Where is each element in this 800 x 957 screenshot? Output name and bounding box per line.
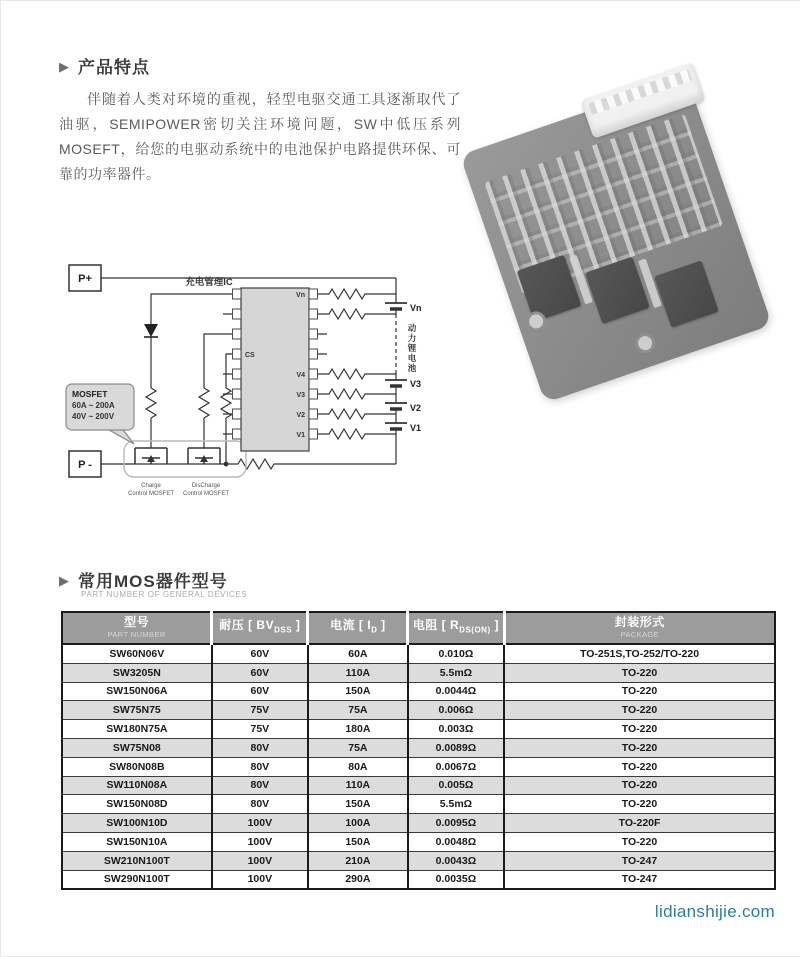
table-header-row <box>62 612 775 644</box>
pcb-photo <box>448 81 783 393</box>
ic-pin-v4-label: V4 <box>296 372 305 379</box>
junction-dot <box>224 462 229 467</box>
circuit-diagram <box>46 256 436 521</box>
ic-pin-stubs-left <box>223 314 233 434</box>
table-cell: 80V <box>212 795 308 814</box>
mos-device-table <box>61 611 776 890</box>
table-cell: SW3205N <box>62 663 212 682</box>
table-cell: 0.0035Ω <box>408 870 504 889</box>
diode-icon <box>144 324 158 337</box>
col-header-part-number: 型号 PART NUMBER <box>62 612 212 644</box>
table-cell: SW60N06V <box>62 644 212 663</box>
table-cell: SW75N75 <box>62 701 212 720</box>
table-cell: 80V <box>212 738 308 757</box>
table-cell: 100V <box>212 814 308 833</box>
table-cell: SW150N06A <box>62 682 212 701</box>
table-cell: 60V <box>212 682 308 701</box>
col-header-resistance: 电阻 [ $R_{DS(ON)}$ ] <box>408 612 504 644</box>
discharge-mosfet-label-1: DisCharge <box>191 483 221 489</box>
table-cell: TO-247 <box>504 851 775 870</box>
table-cell: SW75N08 <box>62 738 212 757</box>
resistor <box>317 389 396 399</box>
pcb-board <box>460 77 772 403</box>
table-cell: SW290N100T <box>62 870 212 889</box>
table-cell: TO-220 <box>504 776 775 795</box>
col-header-current: 电流 [ $I_D$ ] <box>308 612 408 644</box>
table-cell: 0.0048Ω <box>408 832 504 851</box>
ic-pin-stubs-right <box>317 334 327 354</box>
table-cell: 0.0044Ω <box>408 682 504 701</box>
charge-mosfet-label-2: Control MOSFET <box>127 491 175 497</box>
table-cell: 110A <box>308 776 408 795</box>
table-cell: SW150N08D <box>62 795 212 814</box>
svg-text:电: 电 <box>407 353 417 363</box>
callout-current-range: 60A ~ 200A <box>72 401 115 410</box>
mos-section-header <box>59 567 228 592</box>
resistor <box>317 309 396 319</box>
ic-pin-cs-label: CS <box>245 352 255 359</box>
table-row <box>62 776 775 795</box>
svg-text:动: 动 <box>407 323 417 333</box>
p-minus-label: P - <box>78 459 92 471</box>
table-cell: 150A <box>308 795 408 814</box>
table-cell: TO-220 <box>504 663 775 682</box>
table-row <box>62 851 775 870</box>
battery-v1-label: V1 <box>410 423 422 433</box>
table-row <box>62 682 775 701</box>
table-cell: 150A <box>308 682 408 701</box>
table-cell: 0.005Ω <box>408 776 504 795</box>
table-cell: 75V <box>212 720 308 739</box>
p-plus-label: P+ <box>78 273 92 285</box>
table-cell: 0.006Ω <box>408 701 504 720</box>
circuit-diagram-svg <box>46 256 436 521</box>
table-cell: 210A <box>308 851 408 870</box>
table-row <box>62 832 775 851</box>
table-cell: SW150N10A <box>62 832 212 851</box>
resistor <box>317 409 396 419</box>
table-cell: TO-220 <box>504 795 775 814</box>
table-cell: 80A <box>308 757 408 776</box>
battery-pack-label <box>407 323 417 373</box>
table-cell: 100V <box>212 832 308 851</box>
battery-vn-label: Vn <box>410 303 422 313</box>
table-cell: 100V <box>212 870 308 889</box>
mos-section-title: 常用MOS器件型号 <box>78 572 228 591</box>
table-cell: 100V <box>212 851 308 870</box>
table-cell: 0.0043Ω <box>408 851 504 870</box>
ic-block <box>241 288 309 451</box>
callout-title: MOSFET <box>72 389 108 399</box>
ic-pin-v1-label: V1 <box>296 432 305 439</box>
table-cell: 0.0095Ω <box>408 814 504 833</box>
table-cell: 60V <box>212 663 308 682</box>
table-cell: SW180N75A <box>62 720 212 739</box>
table-cell: 110A <box>308 663 408 682</box>
table-cell: 5.5mΩ <box>408 663 504 682</box>
website-link[interactable]: lidianshijie.com <box>654 902 775 921</box>
wire-sense <box>226 354 233 388</box>
ic-pin-v3-label: V3 <box>296 392 305 399</box>
ic-title-label: 充电管理IC <box>185 277 233 288</box>
table-cell: 0.0089Ω <box>408 738 504 757</box>
ic-pin-vn-label: Vn <box>296 292 305 299</box>
table-cell: 60V <box>212 644 308 663</box>
mosfet-group-outline <box>124 441 246 477</box>
resistor-vertical <box>146 388 156 418</box>
table-cell: 150A <box>308 832 408 851</box>
table-cell: 80V <box>212 776 308 795</box>
table-row <box>62 870 775 889</box>
table-cell: SW210N100T <box>62 851 212 870</box>
table-cell: 180A <box>308 720 408 739</box>
wire-gate-discharge <box>204 334 233 388</box>
table-cell: TO-220 <box>504 682 775 701</box>
table-row <box>62 757 775 776</box>
table-row <box>62 644 775 663</box>
mos-section-subtitle: PART NUMBER OF GENERAL DEVICES <box>81 590 248 599</box>
col-header-voltage: 耐压 [ $BV_{DSS}$ ] <box>212 612 308 644</box>
features-paragraph: 伴随着人类对环境的重视，轻型电驱交通工具逐渐取代了油驱，SEMIPOWER密切关注环境问题，SW中低压系列MOSEFT，给您的电驱动系统中的电池保护电路提供环保、可靠的功率器件。 <box>59 91 461 182</box>
table-cell: TO-220 <box>504 720 775 739</box>
resistor <box>317 369 396 379</box>
table-cell: TO-220 <box>504 738 775 757</box>
callout-voltage-range: 40V ~ 200V <box>72 412 115 421</box>
table-cell: 60A <box>308 644 408 663</box>
table-cell: 290A <box>308 870 408 889</box>
table-cell: 0.010Ω <box>408 644 504 663</box>
table-row <box>62 701 775 720</box>
wire-gate-charge <box>151 294 233 324</box>
pcb-mounting-hole <box>632 330 657 355</box>
table-cell: 100A <box>308 814 408 833</box>
table-row <box>62 795 775 814</box>
shunt-resistor <box>234 459 396 469</box>
mos-table-body <box>62 644 775 889</box>
table-cell: TO-220 <box>504 832 775 851</box>
col-header-package: 封装形式 PACKAGE <box>504 612 775 644</box>
battery-v2-label: V2 <box>410 403 422 413</box>
table-row <box>62 663 775 682</box>
table-cell: 5.5mΩ <box>408 795 504 814</box>
charge-mosfet-label-1: Charge <box>141 483 161 489</box>
table-cell: TO-220F <box>504 814 775 833</box>
table-row <box>62 720 775 739</box>
triangle-bullet-icon: ▶ <box>59 573 69 588</box>
table-cell: TO-220 <box>504 701 775 720</box>
svg-text:池: 池 <box>407 363 417 373</box>
svg-text:锂: 锂 <box>407 343 417 353</box>
table-cell: 75A <box>308 738 408 757</box>
table-cell: TO-220 <box>504 757 775 776</box>
pcb-mosfet-chip <box>654 260 719 327</box>
features-section-header <box>59 53 150 78</box>
table-cell: TO-251S,TO-252/TO-220 <box>504 644 775 663</box>
resistor <box>317 289 396 299</box>
svg-text:力: 力 <box>407 333 417 343</box>
resistor-vertical <box>199 388 209 418</box>
table-row <box>62 738 775 757</box>
table-cell: TO-247 <box>504 870 775 889</box>
table-cell: SW100N10D <box>62 814 212 833</box>
mosfet-labels <box>128 483 229 497</box>
ic-pin-v2-label: V2 <box>296 412 305 419</box>
table-row <box>62 814 775 833</box>
discharge-mosfet-label-2: Control MOSFET <box>182 491 230 497</box>
table-cell: 0.0067Ω <box>408 757 504 776</box>
table-cell: 75A <box>308 701 408 720</box>
table-cell: 0.003Ω <box>408 720 504 739</box>
triangle-bullet-icon: ▶ <box>59 59 69 74</box>
table-cell: SW80N08B <box>62 757 212 776</box>
table-cell: 80V <box>212 757 308 776</box>
resistor <box>317 429 396 439</box>
features-title: 产品特点 <box>78 58 150 77</box>
table-cell: 75V <box>212 701 308 720</box>
table-cell: SW110N08A <box>62 776 212 795</box>
battery-v3-label: V3 <box>410 379 422 389</box>
